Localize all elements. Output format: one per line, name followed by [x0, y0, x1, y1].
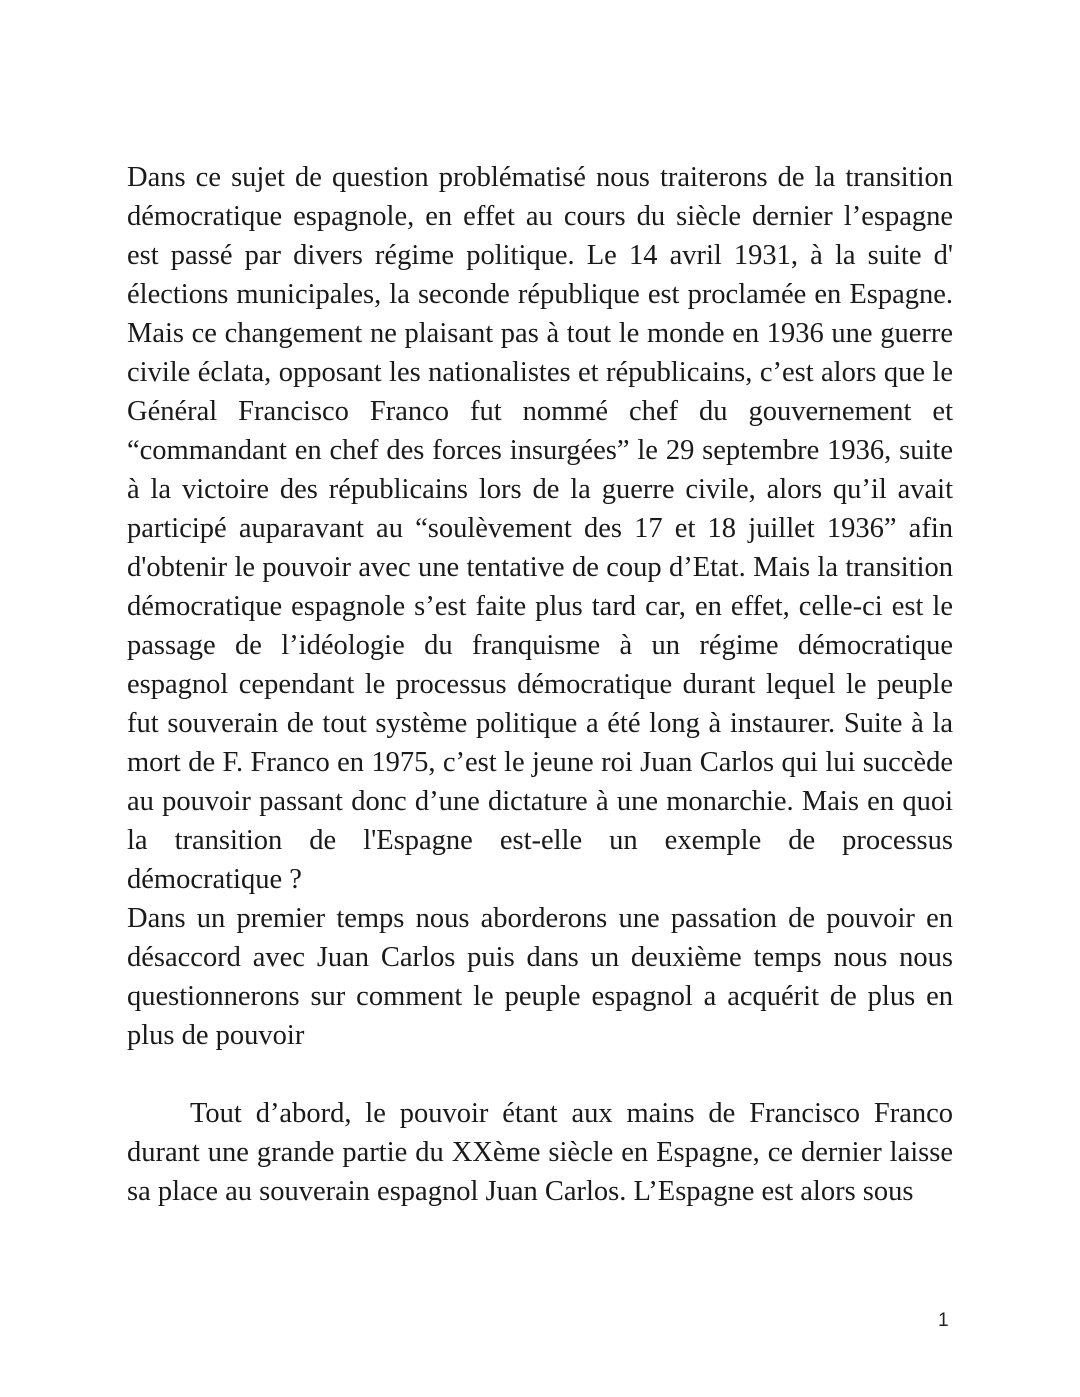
- paragraph-introduction: Dans ce sujet de question problématisé nous traiterons de la transition démocratique espagnole, en effet au cours du siècle dernier l’espagne est passé par divers régime politique. Le 14 avril 1931, à la suite d' élections municipales, la seconde république est proclamée en Espagne. Mais ce changement ne plaisant pas à tout le monde en 1936 une guerre civile éclata, opposant les nationalistes et républicains, c’est alors que le Général Francisco Franco fut nommé chef du gouvernement et “commandant en chef des forces insurgées” le 29 septembre 1936, suite à la victoire des républicains lors de la guerre civile, alors qu’il avait participé auparavant au “soulèvement des 17 et 18 juillet 1936” afin d'obtenir le pouvoir avec une tentative de coup d’Etat. Mais la transition démocratique espagnole s’est faite plus tard car, en effet, celle-ci est le passage de l’idéologie du franquisme à un régime démocratique espagnol cependant le processus démocratique durant lequel le peuple fut souverain de tout système politique a été long à instaurer. Suite à la mort de F. Franco en 1975, c’est le jeune roi Juan Carlos qui lui succède au pouvoir passant donc d’une dictature à une monarchie. Mais en quoi la transition de l'Espagne est-elle un exemple de processus démocratique ?: [127, 162, 953, 895]
- paragraph-plan: Dans un premier temps nous aborderons une passation de pouvoir en désaccord avec Juan Carlos puis dans un deuxième temps nous nous questionnerons sur comment le peuple espagnol a acquérit de plus en plus de pouvoir: [127, 903, 953, 1051]
- document-body: [127, 158, 953, 1211]
- page-number: 1: [938, 1310, 949, 1331]
- paragraph-body: Tout d’abord, le pouvoir étant aux mains de Francisco Franco durant une grande partie du XXème siècle en Espagne, ce dernier laisse sa place au souverain espagnol Juan Carlos. L’Espagne est alors sous: [127, 1098, 953, 1207]
